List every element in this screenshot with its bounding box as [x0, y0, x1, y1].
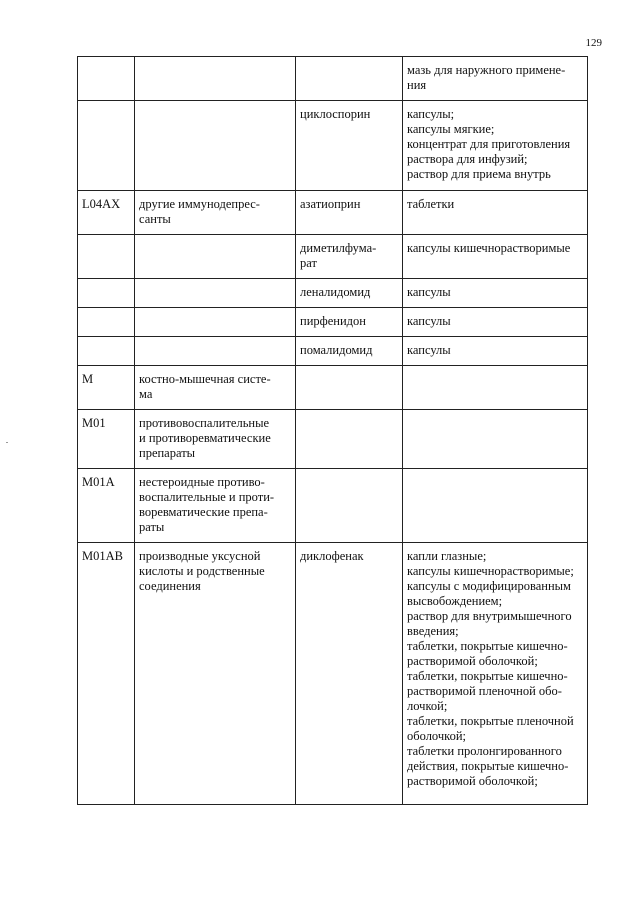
- group-name-cell: [135, 235, 296, 279]
- dosage-forms-cell: таблетки: [403, 191, 588, 235]
- atc-code-cell: M01A: [78, 469, 135, 543]
- scan-mark: [6, 442, 8, 443]
- drug-name-cell: азатиоприн: [296, 191, 403, 235]
- dosage-forms-cell: [403, 469, 588, 543]
- table-row: [78, 101, 588, 191]
- table-row: [78, 57, 588, 101]
- atc-code-cell: [78, 101, 135, 191]
- atc-code-cell: L04AX: [78, 191, 135, 235]
- dosage-forms-cell: мазь для наружного примене- ния: [403, 57, 588, 101]
- dosage-forms-cell: капсулы: [403, 308, 588, 337]
- drug-table: [77, 56, 588, 805]
- dosage-forms-cell: капсулы: [403, 279, 588, 308]
- drug-name-cell: диметилфума- рат: [296, 235, 403, 279]
- drug-name-cell: [296, 410, 403, 469]
- table-row: [78, 308, 588, 337]
- dosage-forms-cell: капли глазные; капсулы кишечнорастворимые; капсулы с модифицированным высвобождением; раствор для внутримышечного введения; таблетки, покрытые кишечно- растворимой оболочкой; таблетки, покрытые кишечно- растворимой пленочной обо- лочкой; таблетки, покрытые пленочной оболочкой; таблетки пролонгированного действия, покрытые кишечно- растворимой оболочкой;: [403, 543, 588, 805]
- table-row: [78, 235, 588, 279]
- drug-name-cell: [296, 469, 403, 543]
- table-row: [78, 366, 588, 410]
- atc-code-cell: [78, 57, 135, 101]
- table-row: [78, 543, 588, 805]
- group-name-cell: [135, 279, 296, 308]
- group-name-cell: нестероидные противо- воспалительные и проти- воревматические препа- раты: [135, 469, 296, 543]
- table-row: [78, 469, 588, 543]
- drug-name-cell: циклоспорин: [296, 101, 403, 191]
- group-name-cell: [135, 57, 296, 101]
- group-name-cell: [135, 337, 296, 366]
- group-name-cell: [135, 308, 296, 337]
- atc-code-cell: [78, 337, 135, 366]
- group-name-cell: другие иммунодепрес- санты: [135, 191, 296, 235]
- atc-code-cell: [78, 235, 135, 279]
- drug-name-cell: [296, 366, 403, 410]
- drug-name-cell: диклофенак: [296, 543, 403, 805]
- atc-code-cell: M01AB: [78, 543, 135, 805]
- table-row: [78, 191, 588, 235]
- page-number: 129: [585, 37, 602, 49]
- dosage-forms-cell: капсулы: [403, 337, 588, 366]
- group-name-cell: [135, 101, 296, 191]
- drug-table-body: [78, 57, 588, 805]
- table-row: [78, 337, 588, 366]
- dosage-forms-cell: капсулы; капсулы мягкие; концентрат для приготовления раствора для инфузий; раствор для приема внутрь: [403, 101, 588, 191]
- drug-name-cell: [296, 57, 403, 101]
- dosage-forms-cell: [403, 410, 588, 469]
- group-name-cell: противовоспалительные и противоревматические препараты: [135, 410, 296, 469]
- group-name-cell: производные уксусной кислоты и родственные соединения: [135, 543, 296, 805]
- group-name-cell: костно-мышечная систе- ма: [135, 366, 296, 410]
- drug-name-cell: помалидомид: [296, 337, 403, 366]
- table-row: [78, 410, 588, 469]
- drug-name-cell: пирфенидон: [296, 308, 403, 337]
- dosage-forms-cell: [403, 366, 588, 410]
- atc-code-cell: [78, 308, 135, 337]
- dosage-forms-cell: капсулы кишечнорастворимые: [403, 235, 588, 279]
- atc-code-cell: [78, 279, 135, 308]
- drug-name-cell: леналидомид: [296, 279, 403, 308]
- atc-code-cell: M01: [78, 410, 135, 469]
- atc-code-cell: M: [78, 366, 135, 410]
- table-row: [78, 279, 588, 308]
